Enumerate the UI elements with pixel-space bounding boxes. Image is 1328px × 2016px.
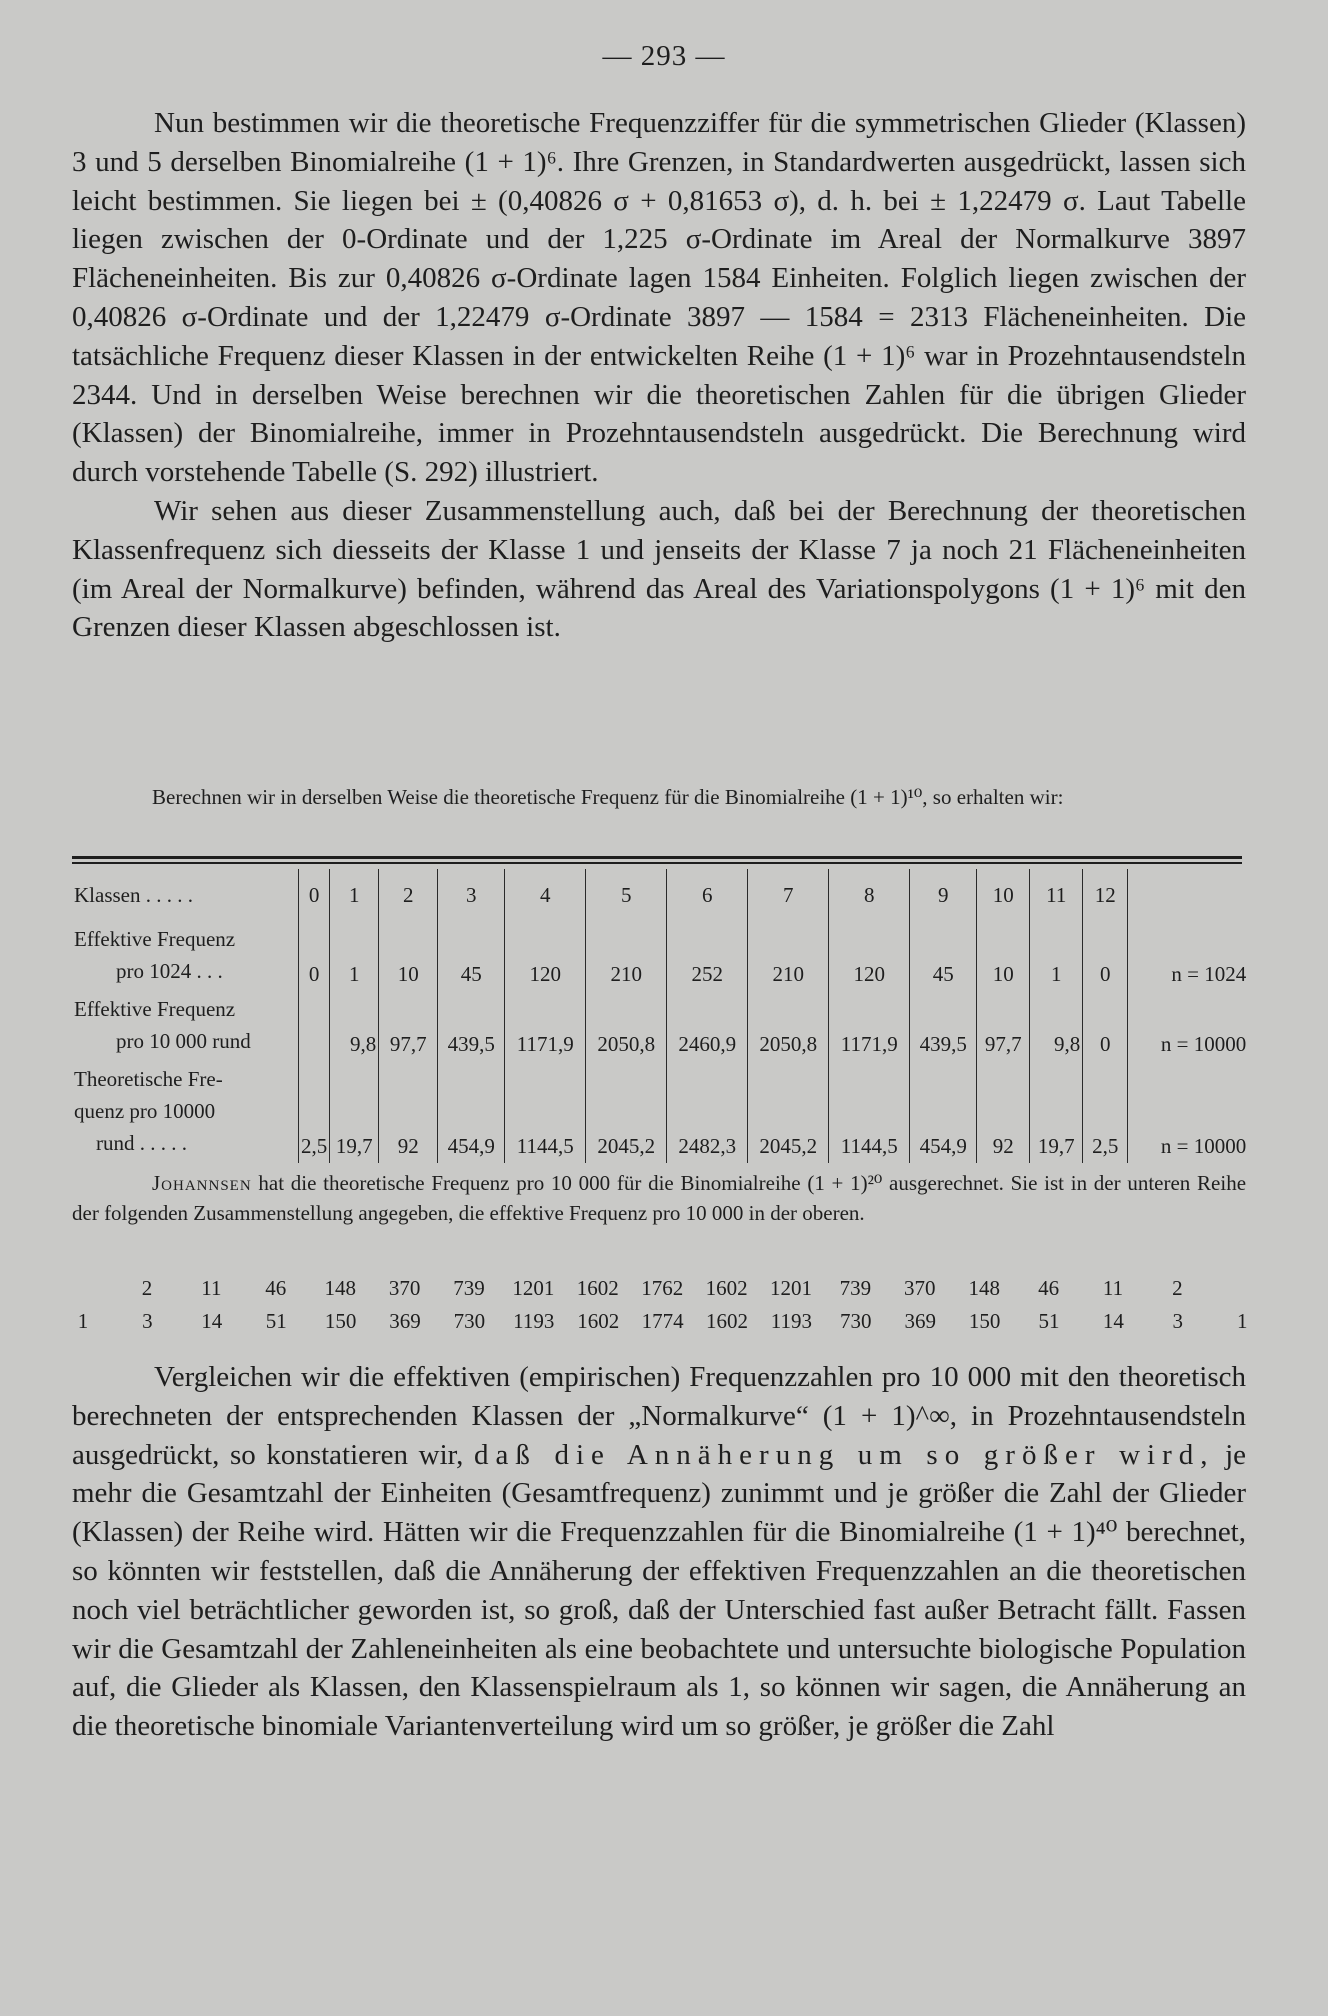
number-value: 51 [1038, 1309, 1060, 1333]
paragraph-3-part-b: je mehr die Gesamtzahl der Einheiten (Gesamtfrequenz) zunimmt und je größer die Zahl der Glieder (Klassen) der Reihe wird. Hätten wir die Frequenzzahlen für die Binomialreihe (1 + 1)⁴⁰ berechnet, so könnten wir feststellen, daß die Annäherung der effektiven Frequenzzahlen an die theoretischen noch viel beträchtlicher geworden ist, so groß, daß der Unterschied fast außer Betracht fällt. Fassen wir die Gesamtzahl der Zahleneinheiten als eine beobachtete und untersuchte biologische Population auf, die Glieder als Klassen, den Klassenspielraum als 1, so können wir sagen, die Annäherung an die theoretische binomiale Variantenverteilung wird um so größer, je größer die Zahl [72, 1438, 1247, 1743]
johannsen-text-rest: hat die theoretische Frequenz pro 10 000 für die Binomialreihe (1 + 1)²⁰ ausgerechnet. Sie ist in der unteren Reihe der folgenden Zusammenstellung angegeben, die effektive Frequenz pro 10 000 in der oberen. [72, 1171, 1247, 1225]
value-cell: 2045,2 [586, 1061, 667, 1163]
number-value: 1 [1236, 1309, 1248, 1333]
paragraph-3 [72, 1358, 1246, 1746]
value-cell: 97,7 [977, 991, 1030, 1061]
row-label [72, 921, 299, 991]
number-value: 730 [453, 1309, 486, 1333]
number-value: 1602 [576, 1276, 619, 1300]
table-row-effective-10000 [72, 991, 1248, 1061]
value-cell: 2,5 [1083, 1061, 1128, 1163]
value-cell: 9,8 [1030, 991, 1083, 1061]
value-cell: 1171,9 [829, 991, 910, 1061]
class-cell: 0 [299, 869, 330, 921]
value-cell: 2,5 [299, 1061, 330, 1163]
value-cell: 2050,8 [586, 991, 667, 1061]
value-cell: 19,7 [1030, 1061, 1083, 1163]
main-text-bottom [72, 1358, 1246, 1746]
number-value: 1602 [706, 1309, 748, 1333]
value-cell: 252 [667, 921, 748, 991]
table-row-theoretical [72, 1061, 1248, 1163]
class-cell: 8 [829, 869, 910, 921]
value-cell: 439,5 [910, 991, 977, 1061]
row-label [72, 1061, 299, 1163]
value-cell: 210 [748, 921, 829, 991]
number-value: 1201 [770, 1276, 812, 1300]
value-cell: 45 [910, 921, 977, 991]
number-value: 148 [968, 1276, 1000, 1300]
value-cell: 120 [829, 921, 910, 991]
number-value: 1193 [770, 1309, 812, 1333]
table-top-rule [72, 856, 1242, 859]
number-value: 148 [324, 1276, 356, 1300]
value-cell: 1171,9 [505, 991, 586, 1061]
paragraph-2: Wir sehen aus dieser Zusammenstellung auch, daß bei der Berechnung der theoretischen Klassenfrequenz sich diesseits der Klasse 1 und jenseits der Klasse 7 ja noch 21 Flächeneinheiten (im Areal der Normalkurve) befinden, während das Areal des Variationspolygons (1 + 1)⁶ mit den Grenzen dieser Klassen abgeschlossen ist. [72, 494, 1246, 644]
class-cell: 7 [748, 869, 829, 921]
class-cell: 6 [667, 869, 748, 921]
value-cell: 2482,3 [667, 1061, 748, 1163]
paragraph-3-part-a: Vergleichen wir die effektiven (empirischen) Frequenzzahlen pro 10 000 mit den theoretisch berechneten der entsprechenden Klassen der „Normalkurve“ (1 + 1)^∞, in Prozehntausendsteln ausgedrückt, so konstatieren wir, [72, 1361, 1246, 1471]
value-cell: 439,5 [438, 991, 505, 1061]
number-value: 739 [839, 1276, 872, 1300]
number-value: 46 [1038, 1276, 1060, 1300]
class-cell: 3 [438, 869, 505, 921]
n-cell: n = 10000 [1128, 1061, 1249, 1163]
row-label-line: Effektive Frequenz [74, 997, 236, 1021]
class-cell: 2 [379, 869, 438, 921]
number-value: 150 [968, 1309, 1001, 1333]
value-cell: 45 [438, 921, 505, 991]
number-value: 46 [265, 1276, 287, 1300]
paragraph-1: Nun bestimmen wir die theoretische Frequenzziffer für die symmetrischen Glieder (Klassen) 3 und 5 derselben Binomialreihe (1 + 1)⁶. Ihre Grenzen, in Standardwerten ausgedrückt, lassen sich leicht bestimmen. Sie liegen bei ± (0,40826 σ + 0,81653 σ), d. h. bei ± 1,22479 σ. Laut Tabelle liegen zwischen der 0-Ordinate und der 1,225 σ-Ordinate im Areal der Normalkurve 3897 Flächeneinheiten. Bis zur 0,40826 σ-Ordinate lagen 1584 Einheiten. Folglich liegen zwischen der 0,40826 σ-Ordinate und der 1,22479 σ-Ordinate 3897 — 1584 = 2313 Flächeneinheiten. Die tatsächliche Frequenz dieser Klassen in der entwickelten Reihe (1 + 1)⁶ war in Prozehntausendsteln 2344. Und in derselben Weise berechnen wir die theoretischen Zahlen für die übrigen Glieder (Klassen) der Binomialreihe, immer in Prozehntausendsteln ausgedrückt. Die Berechnung wird durch vorstehende Tabelle (S. 292) illustriert. [72, 107, 1246, 489]
class-cell: 4 [505, 869, 586, 921]
value-cell: 454,9 [910, 1061, 977, 1163]
number-value: 739 [453, 1276, 485, 1300]
value-cell: 10 [977, 921, 1030, 991]
n-cell: n = 10000 [1128, 991, 1249, 1061]
value-cell: 19,7 [330, 1061, 379, 1163]
number-value: 2 [141, 1276, 153, 1300]
number-value: 3 [142, 1309, 153, 1333]
value-cell: 0 [299, 921, 330, 991]
number-value: 1774 [641, 1309, 684, 1333]
number-value: 369 [389, 1309, 421, 1333]
class-cell: 9 [910, 869, 977, 921]
value-cell: 2045,2 [748, 1061, 829, 1163]
row-label-line: quenz pro 10000 [74, 1099, 216, 1123]
table-row-classes [72, 869, 1248, 921]
value-cell: 210 [586, 921, 667, 991]
value-cell: 2050,8 [748, 991, 829, 1061]
page-number: — 293 — [602, 40, 726, 72]
value-cell: 454,9 [438, 1061, 505, 1163]
number-value: 150 [324, 1309, 357, 1333]
table-top-rule-thin [72, 862, 1242, 864]
number-value: 1201 [512, 1276, 555, 1300]
emphasis-spaced: daß die Annäherung um so größer wird, [473, 1438, 1215, 1471]
number-value: 3 [1172, 1309, 1184, 1333]
value-cell: 9,8 [330, 991, 379, 1061]
table-intro-text: Berechnen wir in derselben Weise die theoretische Frequenz für die Binomialreihe (1 + 1)¹⁰, so erhalten wir: [152, 785, 1064, 809]
number-value: 11 [201, 1276, 222, 1300]
value-cell: 92 [977, 1061, 1030, 1163]
table-row-effective-1024 [72, 921, 1248, 991]
value-cell: 1 [330, 921, 379, 991]
number-value: 11 [1102, 1276, 1124, 1300]
class-cell: 12 [1083, 869, 1128, 921]
johannsen-lower-row [72, 1309, 1246, 1339]
value-cell: 0 [1083, 921, 1128, 991]
number-value: 14 [1102, 1309, 1124, 1333]
number-value: 51 [265, 1309, 287, 1333]
value-cell: 10 [379, 921, 438, 991]
author-name: Johannsen [152, 1171, 252, 1195]
number-value: 370 [388, 1276, 421, 1300]
value-cell: 1 [1030, 921, 1083, 991]
number-value: 370 [904, 1276, 936, 1300]
n-cell: n = 1024 [1128, 921, 1249, 991]
row-label [72, 991, 299, 1061]
value-cell: 1144,5 [505, 1061, 586, 1163]
frequency-table [72, 869, 1248, 1163]
value-cell: 1144,5 [829, 1061, 910, 1163]
classes-label: Klassen . . . . . [74, 882, 193, 907]
number-value: 1193 [513, 1309, 555, 1333]
number-value: 1762 [641, 1276, 684, 1300]
row-label-line: pro 10 000 rund [116, 1029, 251, 1053]
value-cell: 2460,9 [667, 991, 748, 1061]
table-intro [72, 782, 1246, 812]
value-cell: 0 [1083, 991, 1128, 1061]
main-text-top [72, 104, 1246, 647]
row-label-line: pro 1024 . . . [116, 959, 223, 983]
value-cell: 92 [379, 1061, 438, 1163]
number-value: 369 [904, 1309, 936, 1333]
johannsen-upper-row [72, 1276, 1246, 1306]
number-value: 1 [77, 1309, 89, 1333]
n-cell-empty [1128, 869, 1249, 921]
number-value: 1602 [705, 1276, 748, 1300]
number-value: 730 [840, 1309, 872, 1333]
number-value: 14 [201, 1309, 223, 1333]
johannsen-intro [72, 1168, 1246, 1228]
row-label-line: rund . . . . . [96, 1131, 187, 1155]
number-value: 1602 [577, 1309, 620, 1333]
class-cell: 5 [586, 869, 667, 921]
number-value: 2 [1172, 1276, 1183, 1300]
value-cell [299, 991, 330, 1061]
johannsen-text [72, 1168, 1246, 1228]
row-label-line: Theoretische Fre- [74, 1067, 223, 1091]
class-cell: 1 [330, 869, 379, 921]
class-cell: 11 [1030, 869, 1083, 921]
value-cell: 97,7 [379, 991, 438, 1061]
class-cell: 10 [977, 869, 1030, 921]
row-label-line: Effektive Frequenz [74, 927, 236, 951]
value-cell: 120 [505, 921, 586, 991]
